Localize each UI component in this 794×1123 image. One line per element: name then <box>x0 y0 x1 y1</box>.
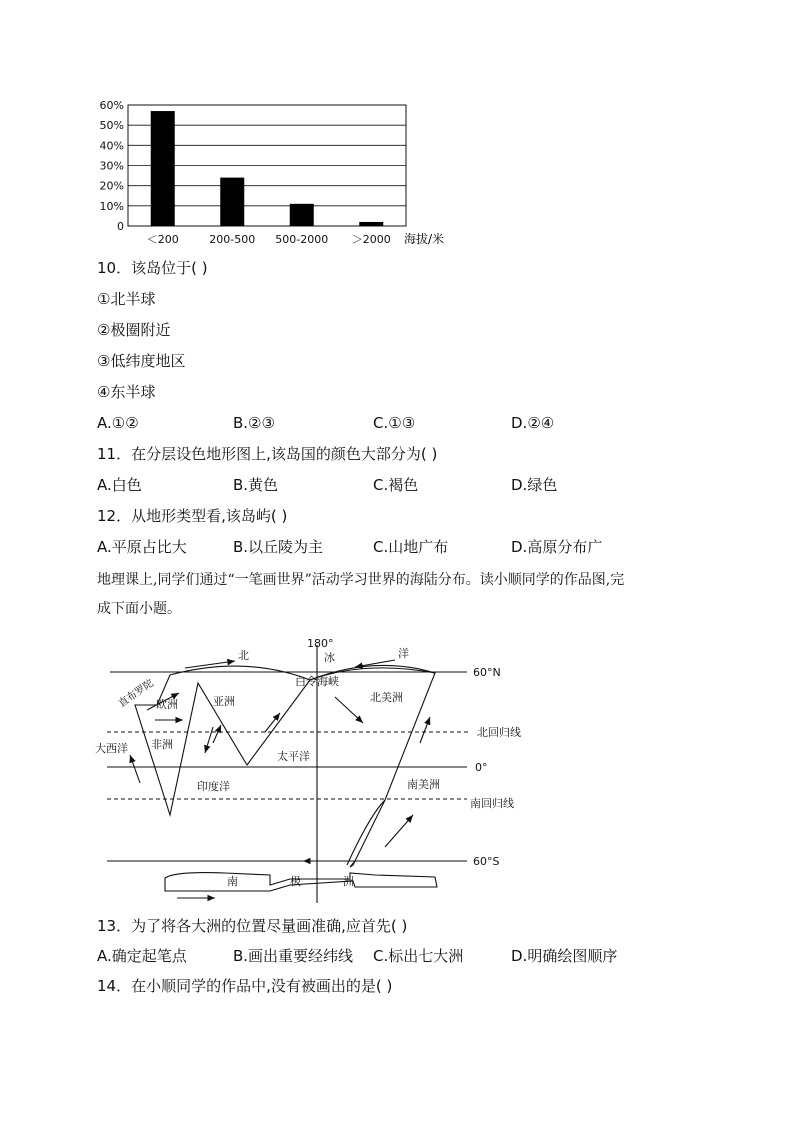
label-north-america: 北美洲 <box>370 691 403 704</box>
label-60n: 60°N <box>473 666 501 679</box>
question-13-option-b[interactable]: B.画出重要经纬线 <box>233 947 354 965</box>
label-ice: 冰 <box>324 651 335 664</box>
question-12-option-a[interactable]: A.平原占比大 <box>97 538 187 556</box>
world-one-stroke-map <box>85 635 545 905</box>
question-12-option-b[interactable]: B.以丘陵为主 <box>233 538 324 556</box>
elevation-bar-chart <box>90 96 470 251</box>
intro-line-2: 成下面小题。 <box>97 601 181 617</box>
label-bering: 白令海峡 <box>295 675 339 688</box>
question-12-stem: 12．从地形类型看,该岛屿( ) <box>97 507 288 525</box>
label-atlantic: 大西洋 <box>95 742 128 755</box>
bar <box>220 178 244 226</box>
question-13-option-a[interactable]: A.确定起笔点 <box>97 947 187 965</box>
bar <box>290 204 314 226</box>
question-13-option-d[interactable]: D.明确绘图顺序 <box>511 947 618 965</box>
label-strait: 直布罗陀 <box>116 677 156 710</box>
question-10-item-1: ①北半球 <box>97 290 156 308</box>
label-pacific: 太平洋 <box>277 750 310 763</box>
arrow-asia-up <box>213 725 221 743</box>
label-antarctica-2: 极 <box>290 875 301 888</box>
question-10-item-4: ④东半球 <box>97 383 156 401</box>
question-10-item-2: ②极圈附近 <box>97 321 171 339</box>
antarctica-outline <box>165 873 437 891</box>
arrow-north-america <box>335 697 363 723</box>
label-tropic-capricorn: 南回归线 <box>470 797 514 810</box>
bar <box>359 222 383 226</box>
label-indian: 印度洋 <box>197 780 230 793</box>
x-tick-label: ＞2000 <box>351 233 391 246</box>
question-13-option-c[interactable]: C.标出七大洲 <box>373 947 464 965</box>
chart-y-ticks <box>100 99 124 233</box>
label-equator: 0° <box>475 761 488 774</box>
y-tick-label: 40% <box>99 139 124 153</box>
label-north: 北 <box>238 649 249 662</box>
question-10-option-d[interactable]: D.②④ <box>511 414 555 432</box>
arrow-south-america <box>385 815 413 847</box>
y-tick-label: 50% <box>99 119 124 133</box>
arrow-asia-down <box>205 727 213 753</box>
label-south-america: 南美洲 <box>407 778 440 791</box>
bar <box>151 111 175 226</box>
meridian-label: 180° <box>307 637 334 650</box>
label-ocean: 洋 <box>398 647 409 660</box>
x-tick-label: 500-2000 <box>275 233 329 246</box>
label-europe: 欧洲 <box>156 698 178 711</box>
label-africa: 非洲 <box>151 738 173 751</box>
y-tick-label: 60% <box>99 99 124 112</box>
y-tick-label: 20% <box>99 179 124 193</box>
question-11-stem: 11．在分层设色地形图上,该岛国的颜色大部分为( ) <box>97 445 438 463</box>
chart-bars <box>151 111 384 226</box>
y-tick-label: 30% <box>99 159 124 173</box>
question-10-item-3: ③低纬度地区 <box>97 352 186 370</box>
x-tick-label: ＜200 <box>146 233 179 246</box>
label-antarctica-3: 洲 <box>343 875 354 888</box>
chart-x-axis-label: 海拔/米 <box>404 232 445 246</box>
label-60s: 60°S <box>473 855 500 868</box>
question-13-stem: 13．为了将各大洲的位置尽量画准确,应首先( ) <box>97 917 408 935</box>
question-11-option-a[interactable]: A.白色 <box>97 476 142 494</box>
label-tropic-cancer: 北回归线 <box>477 726 521 739</box>
chart-x-labels <box>147 233 391 246</box>
arrow-atlantic <box>130 755 140 783</box>
x-tick-label: 200-500 <box>209 233 256 246</box>
question-12-option-d[interactable]: D.高原分布广 <box>511 538 603 556</box>
question-12-option-c[interactable]: C.山地广布 <box>373 538 449 556</box>
question-11-option-c[interactable]: C.褐色 <box>373 476 419 494</box>
question-14-stem: 14．在小顺同学的作品中,没有被画出的是( ) <box>97 977 393 995</box>
intro-line-1: 地理课上,同学们通过“一笔画世界”活动学习世界的海陆分布。读小顺同学的作品图,完 <box>97 572 625 588</box>
question-11-option-b[interactable]: B.黄色 <box>233 476 279 494</box>
question-10-stem: 10．该岛位于( ) <box>97 259 208 277</box>
question-10-option-b[interactable]: B.②③ <box>233 414 275 432</box>
label-asia: 亚洲 <box>213 695 235 708</box>
arrow-pacific <box>265 713 280 732</box>
question-10-option-a[interactable]: A.①② <box>97 414 139 432</box>
question-10-option-c[interactable]: C.①③ <box>373 414 416 432</box>
y-tick-label: 10% <box>99 199 124 213</box>
arrow-na-coast <box>420 717 430 743</box>
y-tick-label: 0 <box>117 220 124 233</box>
question-11-option-d[interactable]: D.绿色 <box>511 476 558 494</box>
label-antarctica-1: 南 <box>227 875 238 888</box>
